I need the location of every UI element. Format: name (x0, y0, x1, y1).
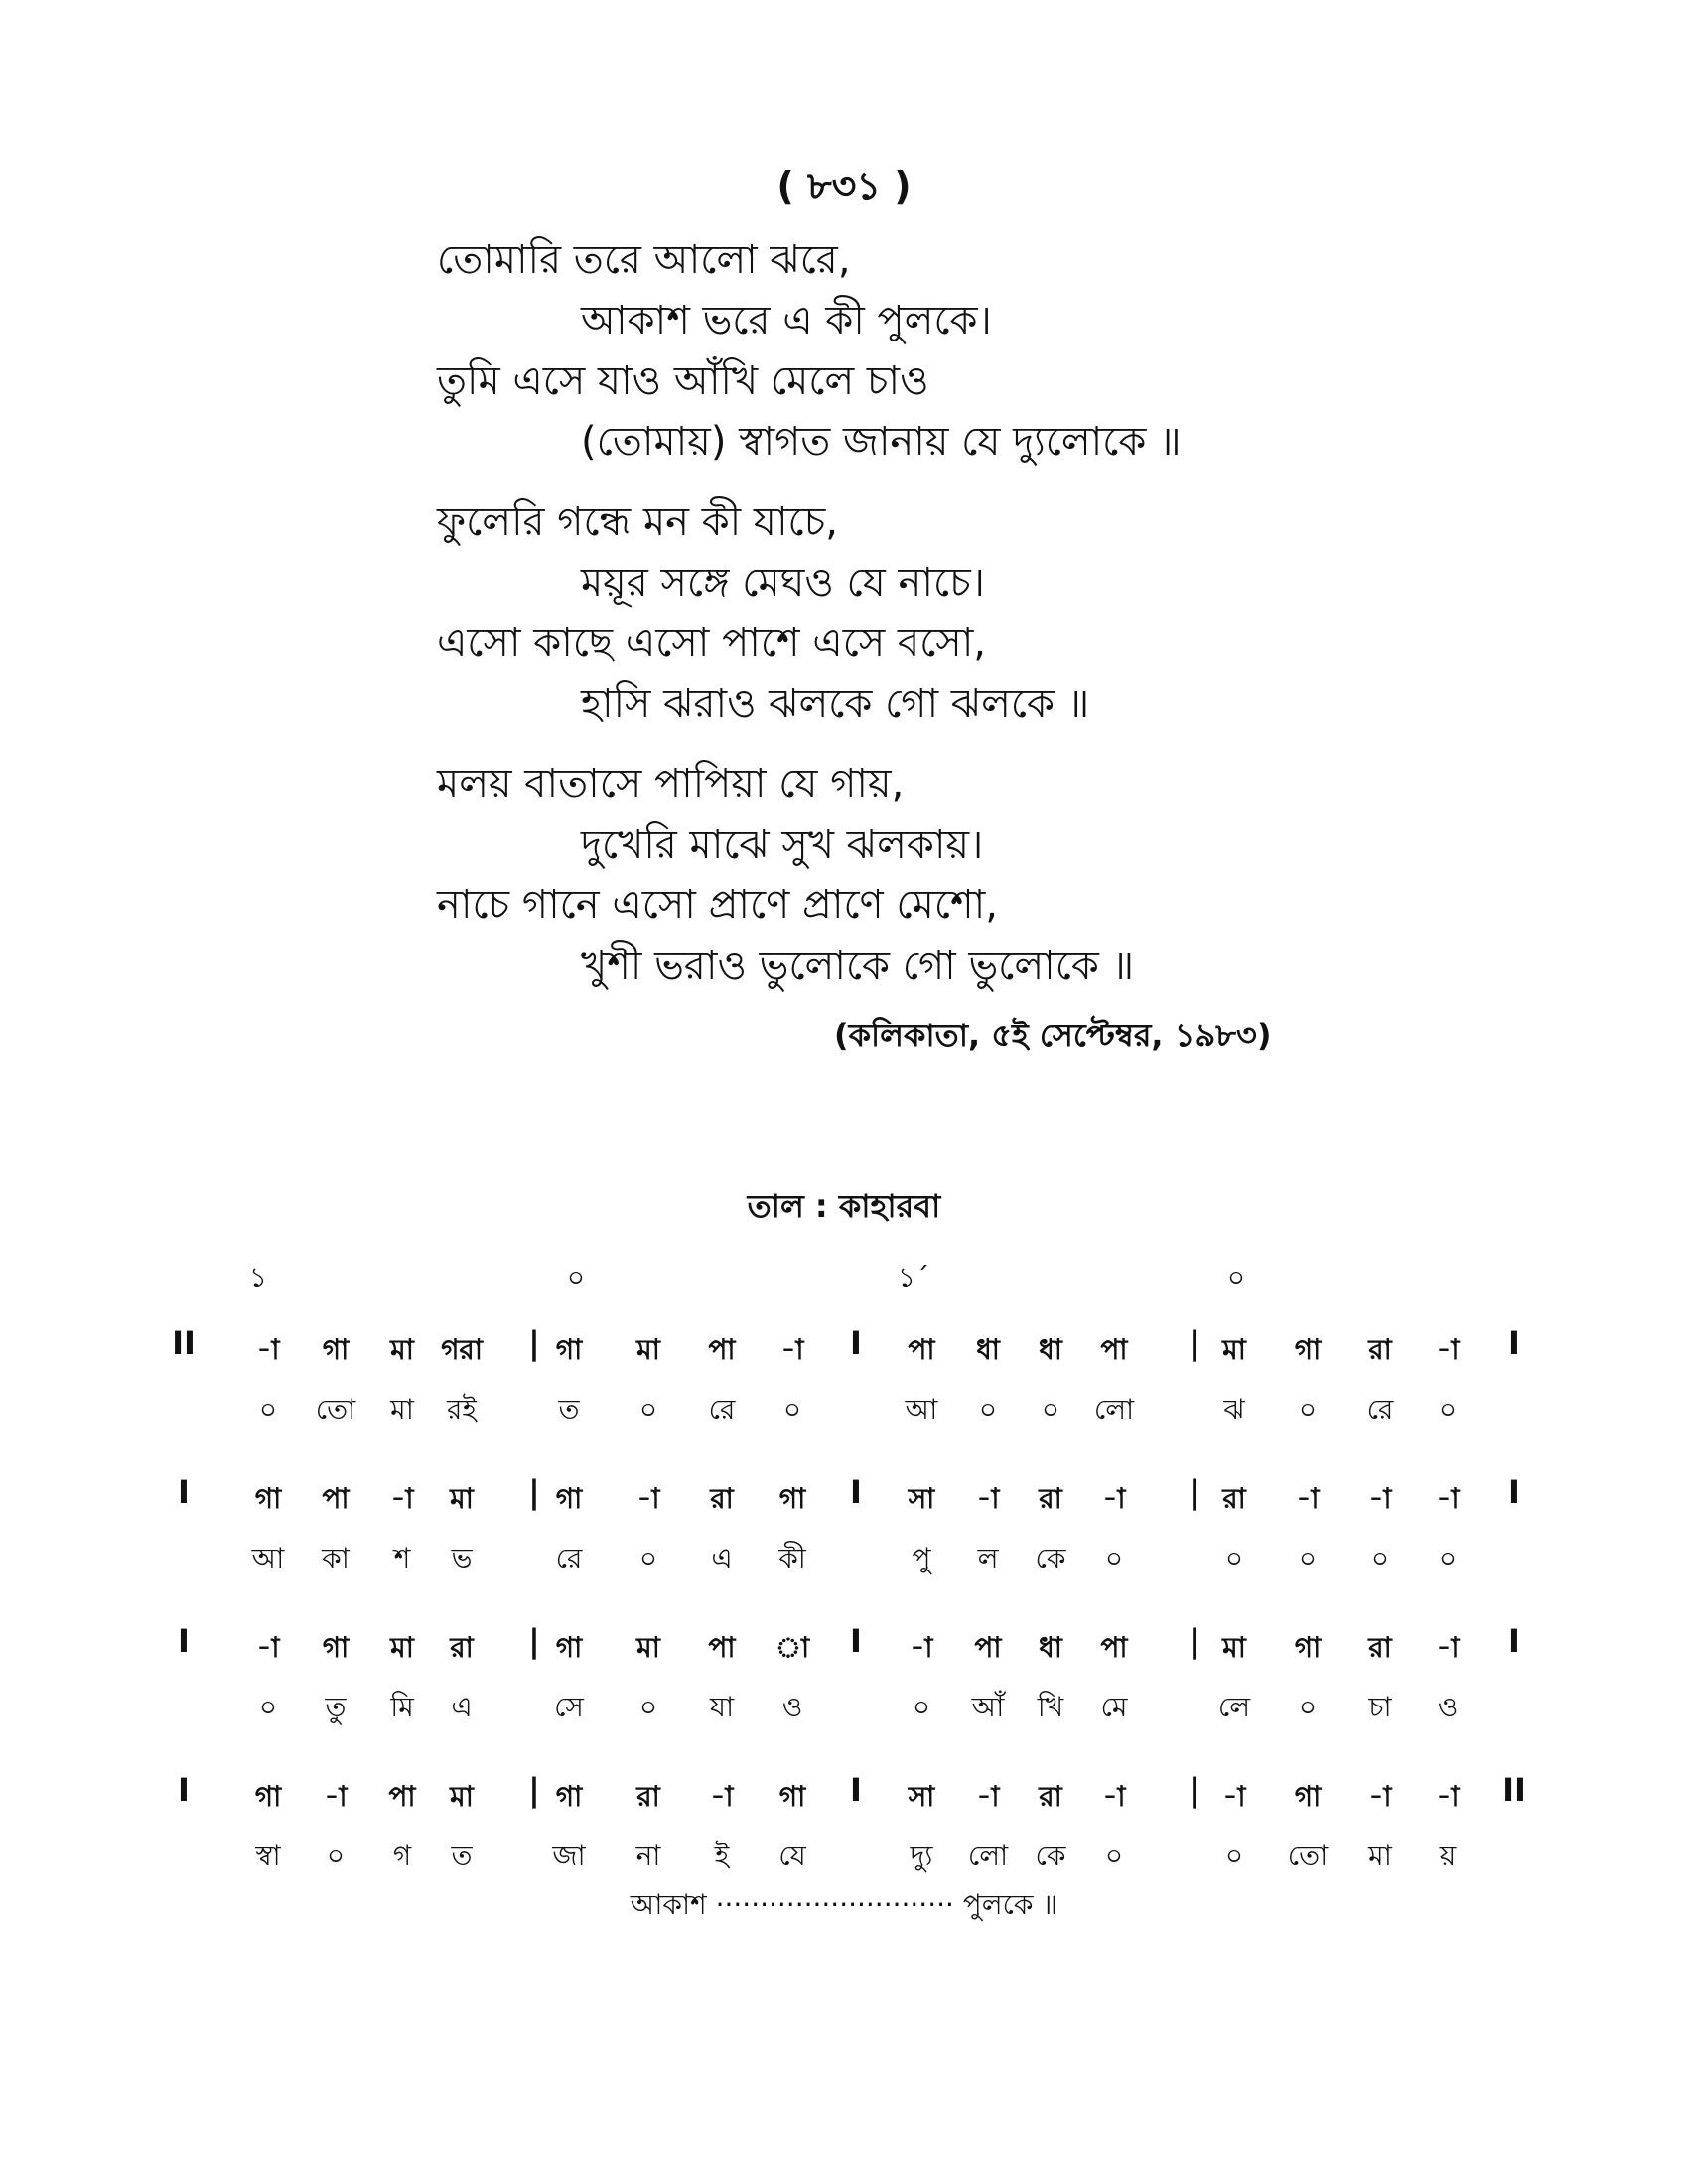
swara-note: গা (254, 1482, 282, 1515)
row-end-bar: I (1508, 1622, 1520, 1660)
row-end-bar: I (1508, 1473, 1520, 1511)
lyric-syllable: য় (1439, 1840, 1457, 1872)
swara-note: পা (322, 1482, 350, 1515)
lyric-syllable: ০ (326, 1840, 346, 1872)
swara-note: সা (908, 1780, 935, 1813)
lyric-syllable: ০ (638, 1393, 658, 1426)
lyric-syllable: লে (1217, 1691, 1251, 1723)
beat-divider: | (528, 1771, 540, 1809)
poem (437, 230, 1430, 1017)
swara-note: -া (910, 1631, 933, 1664)
lyric-syllable: ০ (1104, 1840, 1124, 1872)
lyric-syllable: রে (1366, 1393, 1394, 1426)
swara-note: মা (636, 1333, 660, 1366)
lyric-syllable: ০ (1438, 1542, 1458, 1574)
page-number: ( ৮৩১ ) (776, 164, 912, 207)
swara-note: গা (1294, 1780, 1322, 1813)
swara-note: মা (390, 1631, 414, 1664)
swara-note: -া (1102, 1780, 1126, 1813)
lyric-syllable: ০ (1298, 1691, 1318, 1723)
beat-divider: I (850, 1324, 862, 1362)
swara-note: পা (708, 1631, 736, 1664)
beat-divider: | (1189, 1771, 1200, 1809)
stanza-1 (437, 230, 1430, 473)
lyric-syllable: আ (251, 1542, 285, 1574)
poem-line: মলয় বাতাসে পাপিয়া যে গায়, (437, 761, 905, 807)
lyric-syllable: খি (1037, 1691, 1064, 1723)
lyric-syllable: মা (390, 1393, 414, 1426)
beat-divider: | (1189, 1324, 1200, 1362)
beat-divider: | (528, 1473, 540, 1511)
lyric-syllable: স্বা (255, 1840, 281, 1872)
stanza-3 (437, 754, 1430, 997)
stanza-2 (437, 492, 1430, 735)
swara-note: -া (390, 1482, 414, 1515)
poem-line: ফুলেরি গন্ধে মন কী যাচে, (437, 499, 838, 545)
beat-divider: I (850, 1622, 862, 1660)
row-start-bar: I (178, 1771, 190, 1809)
lyric-syllable: ত (558, 1393, 580, 1426)
beat-marker: ১´ (897, 1261, 930, 1294)
beat-marker: ০ (1226, 1261, 1246, 1294)
swara-note: পা (974, 1631, 1002, 1664)
swara-note: -া (780, 1333, 804, 1366)
swara-note: রা (636, 1780, 660, 1813)
lyric-syllable: ০ (1224, 1840, 1244, 1872)
swara-note: গা (254, 1780, 282, 1813)
row-end-bar: I (1508, 1324, 1520, 1362)
lyric-syllable: ০ (1104, 1542, 1124, 1574)
swara-note: গা (778, 1780, 806, 1813)
poem-line: দুখেরি মাঝে সুখ ঝলকায়। (581, 822, 984, 868)
lyric-syllable: ০ (1438, 1393, 1458, 1426)
swara-note: গা (555, 1482, 583, 1515)
swara-note: মা (636, 1631, 660, 1664)
lyric-syllable: ০ (978, 1393, 998, 1426)
row-start-bar: I (178, 1473, 190, 1511)
lyric-syllable: না (635, 1840, 661, 1872)
swara-note: -া (976, 1482, 1000, 1515)
swara-note: -া (256, 1333, 280, 1366)
lyric-syllable: ০ (1370, 1542, 1390, 1574)
poem-line: হাসি ঝরাও ঝলকে গো ঝলকে ॥ (581, 681, 1090, 727)
beat-divider: | (528, 1324, 540, 1362)
tala-label: তাল : কাহারবা (747, 1187, 941, 1225)
swara-note: মা (450, 1482, 474, 1515)
lyric-syllable: এ (711, 1542, 733, 1574)
row-start-bar: I (178, 1622, 190, 1660)
swara-note: পা (1100, 1631, 1128, 1664)
lyric-syllable: কা (322, 1542, 350, 1574)
swara-note: রা (1039, 1780, 1062, 1813)
lyric-syllable: কী (778, 1542, 806, 1574)
lyric-syllable: কে (1035, 1840, 1066, 1872)
lyric-syllable: মা (1368, 1840, 1392, 1872)
swara-note: -া (976, 1780, 1000, 1813)
lyric-syllable: ও (1437, 1691, 1459, 1723)
lyric-syllable: সে (554, 1691, 584, 1723)
lyric-syllable: জা (552, 1840, 586, 1872)
lyric-syllable: এ (451, 1691, 473, 1723)
swara-note: পা (708, 1333, 736, 1366)
composition-credit: (কলিকাতা, ৫ই সেপ্টেম্বর, ১৯৮৩) (834, 1017, 1272, 1054)
swara-note: রা (1368, 1631, 1392, 1664)
lyric-syllable: চা (1368, 1691, 1392, 1723)
lyric-syllable: আঁ (971, 1691, 1005, 1723)
row-end-bar: II (1502, 1771, 1526, 1809)
repeat-line: আকাশ ··························· পুলকে ॥ (630, 1888, 1058, 1921)
lyric-syllable: ০ (258, 1393, 278, 1426)
swara-note: -া (324, 1780, 348, 1813)
lyric-syllable: ঝ (1223, 1393, 1245, 1426)
beat-divider: I (850, 1473, 862, 1511)
lyric-syllable: ০ (1298, 1542, 1318, 1574)
swara-note: গা (555, 1780, 583, 1813)
lyric-syllable: ০ (1298, 1393, 1318, 1426)
swara-note: রা (1222, 1482, 1246, 1515)
swara-note: গরা (441, 1333, 483, 1366)
swara-note: গা (322, 1631, 350, 1664)
swara-note: ধা (976, 1333, 1000, 1366)
poem-line: খুশী ভরাও ভুলোকে গো ভুলোকে ॥ (581, 943, 1135, 989)
swara-note: গা (555, 1631, 583, 1664)
lyric-syllable: রে (708, 1393, 736, 1426)
lyric-syllable: ০ (782, 1393, 802, 1426)
swara-note: -া (1436, 1482, 1460, 1515)
swara-note: গা (1294, 1333, 1322, 1366)
swara-note: গা (322, 1333, 350, 1366)
row-start-bar: II (172, 1324, 196, 1362)
lyric-syllable: ০ (258, 1691, 278, 1723)
lyric-syllable: ই (714, 1840, 730, 1872)
lyric-syllable: ত (451, 1840, 473, 1872)
lyric-syllable: রে (555, 1542, 583, 1574)
swara-note: া (774, 1631, 810, 1664)
lyric-syllable: শ (393, 1542, 411, 1574)
lyric-syllable: মে (1100, 1691, 1128, 1723)
poem-line: নাচে গানে এসো প্রাণে প্রাণে মেশো, (437, 883, 998, 928)
lyric-syllable: ০ (1224, 1542, 1244, 1574)
beat-divider: | (528, 1622, 540, 1660)
lyric-syllable: ল (977, 1542, 999, 1574)
lyric-syllable: গ (392, 1840, 412, 1872)
lyric-syllable: যে (778, 1840, 806, 1872)
swara-note: মা (1222, 1631, 1246, 1664)
swara-note: -া (1222, 1780, 1246, 1813)
lyric-syllable: ০ (1041, 1393, 1060, 1426)
swara-note: রা (710, 1482, 734, 1515)
swara-note: -া (256, 1631, 280, 1664)
swara-note: গা (778, 1482, 806, 1515)
swara-note: রা (450, 1631, 474, 1664)
lyric-syllable: দ্যু (910, 1840, 933, 1872)
lyric-syllable: তো (315, 1393, 356, 1426)
lyric-syllable: লো (967, 1840, 1009, 1872)
swara-note: রা (1039, 1482, 1062, 1515)
beat-divider: | (1189, 1622, 1200, 1660)
lyric-syllable: ০ (638, 1542, 658, 1574)
lyric-syllable: ভ (451, 1542, 473, 1574)
swara-note: ধা (1039, 1333, 1062, 1366)
swara-note: মা (390, 1333, 414, 1366)
swara-note: -া (1368, 1482, 1392, 1515)
swara-note: ধা (1039, 1631, 1062, 1664)
swara-note: -া (1296, 1482, 1320, 1515)
lyric-syllable: পু (912, 1542, 931, 1574)
swara-note: -া (1436, 1333, 1460, 1366)
swara-note: -া (636, 1482, 660, 1515)
lyric-syllable: যা (709, 1691, 735, 1723)
swara-note: -া (1436, 1631, 1460, 1664)
poem-line: ময়ূর সঙ্গে মেঘও যে নাচে। (581, 560, 985, 606)
poem-line: (তোমায়) স্বাগত জানায় যে দ্যুলোকে ॥ (581, 419, 1182, 465)
swara-note: মা (1222, 1333, 1246, 1366)
lyric-syllable: ০ (912, 1691, 931, 1723)
swara-note: পা (908, 1333, 935, 1366)
lyric-syllable: ও (781, 1691, 803, 1723)
lyric-syllable: ০ (638, 1691, 658, 1723)
poem-line: আকাশ ভরে এ কী পুলকে। (581, 298, 992, 343)
swara-note: মা (450, 1780, 474, 1813)
swara-note: -া (710, 1780, 734, 1813)
swara-note: গা (1294, 1631, 1322, 1664)
poem-line: এসো কাছে এসো পাশে এসে বসো, (437, 620, 987, 666)
lyric-syllable: তো (1287, 1840, 1329, 1872)
swara-note: -া (1368, 1780, 1392, 1813)
lyric-syllable: আ (905, 1393, 938, 1426)
swara-note: -া (1436, 1780, 1460, 1813)
poem-line: তোমারি তরে আলো ঝরে, (437, 237, 851, 283)
swara-note: পা (1100, 1333, 1128, 1366)
lyric-syllable: রই (447, 1393, 477, 1426)
beat-divider: I (850, 1771, 862, 1809)
poem-line: তুমি এসে যাও আঁখি মেলে চাও (437, 358, 929, 404)
lyric-syllable: তু (325, 1691, 347, 1723)
swara-note: পা (388, 1780, 416, 1813)
beat-marker: ১ (248, 1261, 268, 1294)
swara-note: সা (908, 1482, 935, 1515)
swara-note: -া (1102, 1482, 1126, 1515)
beat-marker: ০ (566, 1261, 586, 1294)
lyric-syllable: মি (390, 1691, 414, 1723)
lyric-syllable: লো (1093, 1393, 1135, 1426)
beat-divider: | (1189, 1473, 1200, 1511)
swara-note: গা (555, 1333, 583, 1366)
lyric-syllable: কে (1035, 1542, 1066, 1574)
swara-note: রা (1368, 1333, 1392, 1366)
